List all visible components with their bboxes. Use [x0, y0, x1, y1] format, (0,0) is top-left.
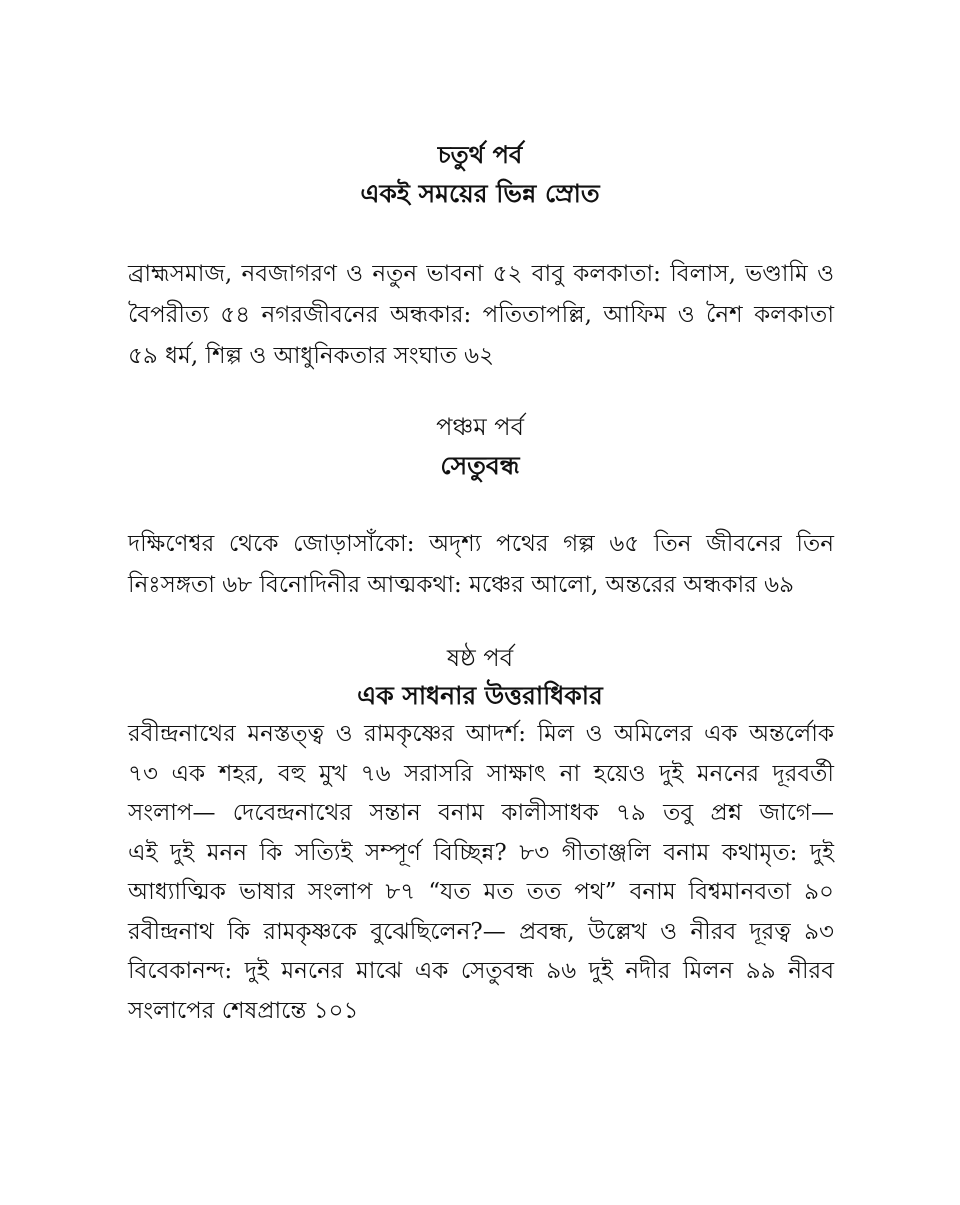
contents-line: ৫৯ ধর্ম, শিল্প ও আধুনিকতার সংঘাত ৬২	[128, 343, 495, 369]
section-4-contents	[128, 254, 834, 377]
section-5-title: সেতুবন্ধ	[440, 451, 520, 480]
section-6-contents	[128, 715, 834, 1031]
contents-line: সংলাপ— দেবেন্দ্রনাথের সন্তান বনাম কালীসাধক ৭৯ তবু প্রশ্ন জাগে—	[128, 800, 834, 826]
contents-line: রবীন্দ্রনাথের মনস্তত্ত্ব ও রামকৃষ্ণের আদর্শ: মিল ও অমিলের এক অন্তর্লোক	[128, 721, 834, 747]
contents-line: বৈপরীত্য ৫৪ নগরজীবনের অন্ধকার: পতিতাপল্লি, আফিম ও নৈশ কলকাতা	[128, 302, 834, 328]
contents-line: নিঃসঙ্গতা ৬৮ বিনোদিনীর আত্মকথা: মঞ্চের আলো, অন্তরের অন্ধকার ৬৯	[128, 572, 795, 598]
section-5-part-label: পঞ্চম পর্ব	[436, 413, 524, 441]
contents-line: বিবেকানন্দ: দুই মননের মাঝে এক সেতুবন্ধ ৯৬ দুই নদীর মিলন ৯৯ নীরব	[128, 958, 834, 984]
contents-line: রবীন্দ্রনাথ কি রামকৃষ্ণকে বুঝেছিলেন?— প্রবন্ধ, উল্লেখ ও নীরব দূরত্ব ৯৩	[128, 918, 834, 945]
contents-line: দক্ষিণেশ্বর থেকে জোড়াসাঁকো: অদৃশ্য পথের গল্প ৬৫ তিন জীবনের তিন	[128, 531, 834, 557]
section-4-title: একই সময়ের ভিন্ন স্রোত	[360, 179, 600, 208]
section-6-part-label: ষষ্ঠ পর্ব	[446, 644, 514, 672]
section-6-title: এক সাধনার উত্তরাধিকার	[357, 681, 603, 710]
contents-line: সংলাপের শেষপ্রান্তে ১০১	[128, 997, 359, 1024]
contents-line: ব্রাহ্মসমাজ, নবজাগরণ ও নতুন ভাবনা ৫২ বাবু কলকাতা: বিলাস, ভণ্ডামি ও	[128, 261, 834, 287]
contents-line: আধ্যাত্মিক ভাষার সংলাপ ৮৭ “যত মত তত পথ” বনাম বিশ্বমানবতা ৯০	[128, 879, 834, 905]
contents-line: এই দুই মনন কি সত্যিই সম্পূর্ণ বিচ্ছিন্ন? ৮৩ গীতাঞ্জলি বনাম কথামৃত: দুই	[128, 839, 834, 866]
section-4-part-label: চতুর্থ পর্ব	[437, 140, 523, 169]
contents-line: ৭৩ এক শহর, বহু মুখ ৭৬ সরাসরি সাক্ষাৎ না হয়েও দুই মননের দূরবর্তী	[128, 760, 834, 787]
section-5-contents	[128, 524, 834, 606]
